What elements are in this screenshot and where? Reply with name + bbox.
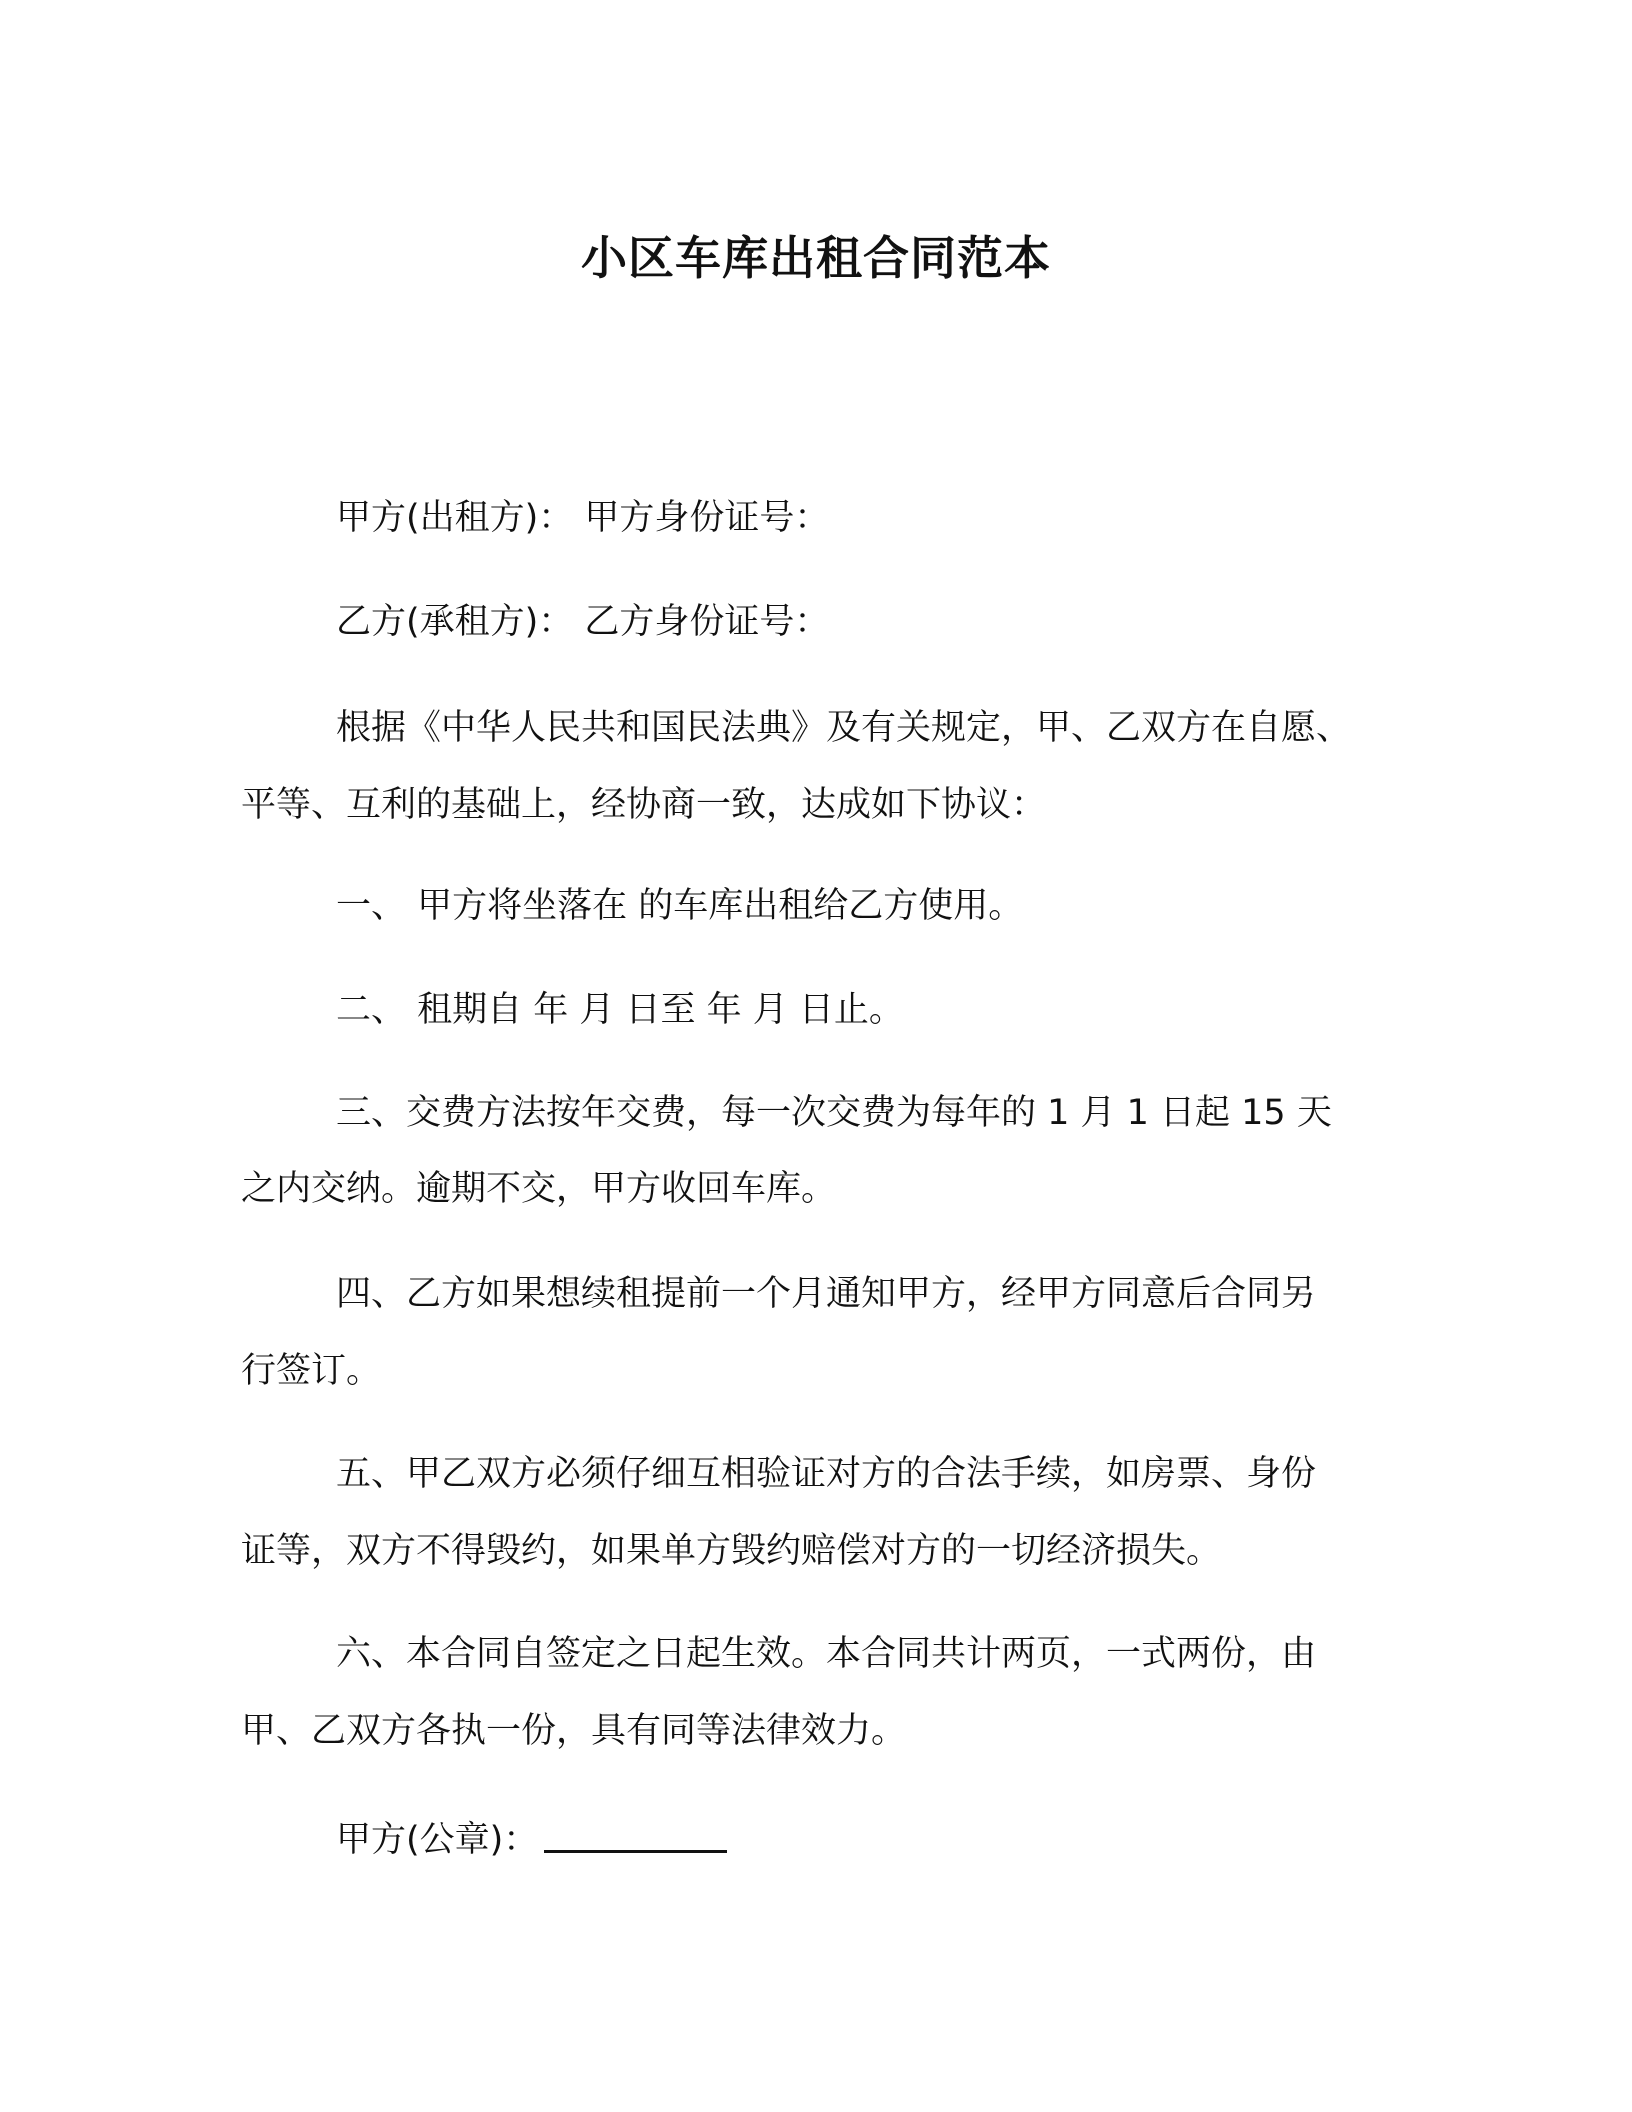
clause-5-line-2: 证等，双方不得毁约，如果单方毁约赔偿对方的一切经济损失。 — [241, 1531, 1222, 1571]
clause-1: 一、 甲方将坐落在 的车库出租给乙方使用。 — [336, 886, 1024, 926]
clause-5-line-1: 五、甲乙双方必须仔细互相验证对方的合法手续，如房票、身份 — [336, 1454, 1317, 1494]
signature-line — [336, 1810, 727, 1864]
clause-4-line-2: 行签订。 — [241, 1351, 382, 1391]
clause-6-line-1: 六、本合同自签定之日起生效。本合同共计两页，一式两份，由 — [336, 1634, 1317, 1674]
party-b-line: 乙方(承租方)： 乙方身份证号： — [336, 602, 830, 642]
clause-3-line-1: 三、交费方法按年交费，每一次交费为每年的 1 月 1 日起 15 天 — [336, 1093, 1332, 1133]
clause-2: 二、 租期自 年 月 日至 年 月 日止。 — [336, 990, 904, 1030]
party-a-line: 甲方(出租方)： 甲方身份证号： — [336, 498, 830, 538]
preamble-line-2: 平等、互利的基础上，经协商一致，达成如下协议： — [241, 785, 1047, 825]
document-title: 小区车库出租合同范本 — [581, 231, 1051, 285]
signature-blank — [544, 1812, 727, 1853]
clause-4-line-1: 四、乙方如果想续租提前一个月通知甲方，经甲方同意后合同另 — [336, 1274, 1317, 1314]
clause-6-line-2: 甲、乙双方各执一份，具有同等法律效力。 — [241, 1711, 907, 1751]
preamble-line-1: 根据《中华人民共和国民法典》及有关规定，甲、乙双方在自愿、 — [336, 708, 1352, 748]
signature-label: 甲方(公章)： — [336, 1820, 539, 1860]
clause-3-line-2: 之内交纳。逾期不交，甲方收回车库。 — [241, 1169, 837, 1209]
